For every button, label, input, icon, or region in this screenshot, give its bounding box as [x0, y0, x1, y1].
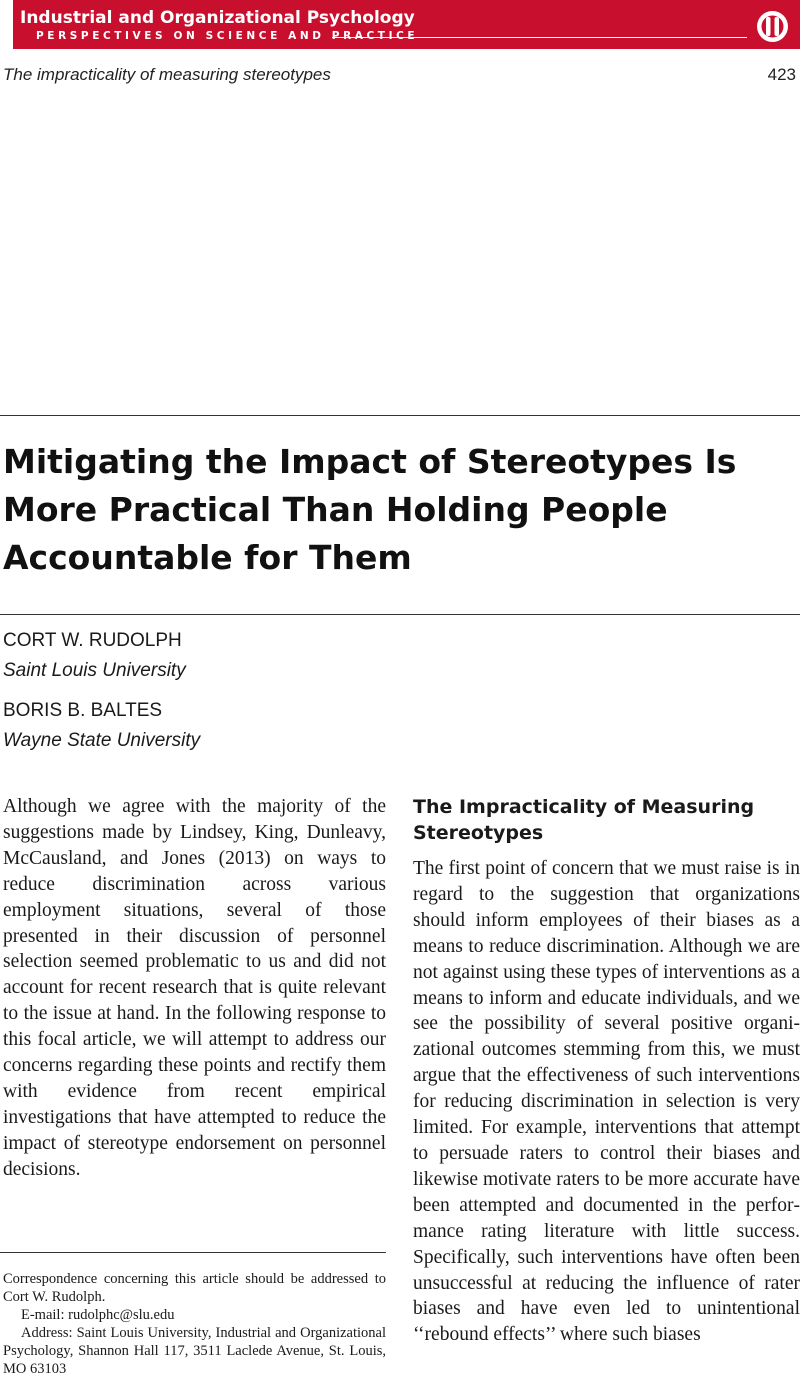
email-note: E-mail: rudolphc@slu.edu	[21, 1307, 175, 1323]
section-heading: The Impracticality of Measuring Stereotypes	[413, 796, 755, 844]
title-top-rule	[0, 415, 800, 416]
journal-name: Industrial and Organizational Psychology	[20, 8, 415, 28]
page-number: 423	[767, 65, 796, 84]
journal-subtitle: PERSPECTIVES ON SCIENCE AND PRACTICE	[36, 30, 419, 42]
footnote-rule	[0, 1252, 386, 1253]
title-bottom-rule	[0, 614, 800, 615]
running-title: The impracticality of measuring stereotypes	[3, 65, 331, 84]
banner-divider	[332, 37, 747, 38]
author-name: CORT W. RUDOLPH	[3, 630, 182, 651]
intro-paragraph: Although we agree with the majority of the suggestions made by Lindsey, King, Dunleavy, McCausland, and Jones (2013) on ways to reduce discrimination across various employment situations, several of those presented in their discussion of personnel selection seemed problematic to us and did not account for recent research that is quite relevant to the issue at hand. In the following response to this focal article, we will attempt to address our concerns regarding these points and rectify them with evidence from recent empirical investigations that have attempted to reduce the impact of stereotype endorsement on personnel decisions.	[3, 796, 386, 1180]
article-title: Mitigating the Impact of Stereotypes Is More Practical Than Holding People Accountable for Them	[3, 442, 737, 577]
address-note: Address: Saint Louis University, Industrial and Organizational Psychology, Shannon Hall 117, 3511 Laclede Avenue, St. Louis, MO 63103	[3, 1325, 386, 1377]
correspondence-note: Correspondence concerning this article should be addressed to Cort W. Rudolph.	[3, 1271, 386, 1305]
section-paragraph: The first point of concern that we must raise is in regard to the suggestion that organizations should inform employees of their biases as a means to reduce discrimination. Although we are not against using these types of interventions as a means to inform and educate individuals, and we see the possibility of several positive organizational outcomes stemming from this, we must argue that the effectiveness of such interventions for reducing discrimination in selection is very limited. For example, interventions that attempt to persuade raters to control their biases and likewise motivate raters to be more accurate have been attempted and documented in the performance rating literature with little success. Specifically, such interventions have often been unsuccessful at reducing the influence of rater biases and have even led to unintentional ‘‘rebound effects’’ where such biases	[413, 858, 800, 1346]
author-affiliation: Saint Louis University	[3, 660, 186, 681]
author-name: BORIS B. BALTES	[3, 700, 163, 721]
correspondence-footnote	[3, 1270, 386, 1378]
author-affiliation: Wayne State University	[3, 730, 201, 751]
journal-emblem-icon	[756, 10, 789, 43]
